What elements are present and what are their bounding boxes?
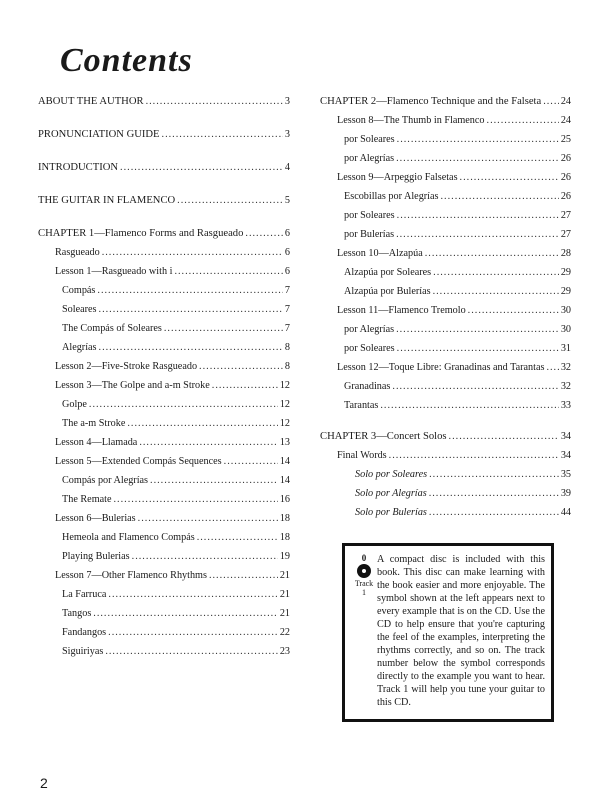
- toc-entry-label: Siguiriyas: [62, 646, 104, 657]
- toc-entry-label: Lesson 10—Alzapúa: [337, 248, 423, 259]
- toc-entry-page: 24: [560, 96, 571, 107]
- toc-entry: [62, 284, 290, 297]
- toc-entry-page: 14: [279, 456, 290, 467]
- toc-entry-label: CHAPTER 1—Flamenco Forms and Rasgueado: [38, 228, 244, 239]
- toc-entry: [55, 360, 290, 373]
- toc-entry-label: PRONUNCIATION GUIDE: [38, 129, 160, 140]
- toc-entry: [55, 512, 290, 525]
- toc-entry: [38, 128, 290, 141]
- cd-info-box: [342, 543, 554, 722]
- toc-entry-page: 30: [560, 305, 571, 316]
- toc-entry-page: 4: [284, 162, 290, 173]
- dot-leader: [164, 322, 283, 335]
- toc-entry: [62, 398, 290, 411]
- toc-entry-label: Soleares: [62, 304, 97, 315]
- dot-leader: [114, 493, 278, 506]
- dot-leader: [396, 228, 559, 241]
- dot-leader: [199, 360, 283, 373]
- toc-entry: [337, 361, 571, 374]
- dot-leader: [468, 304, 559, 317]
- toc-entry-label: Granadinas: [344, 381, 391, 392]
- toc-entry-page: 5: [284, 195, 290, 206]
- toc-entry-label: The a-m Stroke: [62, 418, 126, 429]
- toc-entry-label: Lesson 6—Bulerias: [55, 513, 136, 524]
- toc-entry: [337, 449, 571, 462]
- toc-entry-label: Alzapúa por Bulerías: [344, 286, 431, 297]
- toc-entry: [344, 190, 571, 203]
- dot-leader: [425, 247, 559, 260]
- toc-entry-label: Fandangos: [62, 627, 107, 638]
- cd-icon-label: Track: [354, 579, 374, 588]
- dot-leader: [93, 607, 278, 620]
- toc-entry-label: por Soleares: [344, 134, 395, 145]
- toc-entry-label: ABOUT THE AUTHOR: [38, 96, 144, 107]
- toc-entry: [62, 417, 290, 430]
- toc-entry: [62, 493, 290, 506]
- toc-entry-label: Lesson 5—Extended Compás Sequences: [55, 456, 222, 467]
- toc-entry-page: 25: [560, 134, 571, 145]
- dot-leader: [389, 449, 559, 462]
- toc-entry-label: por Soleares: [344, 343, 395, 354]
- toc-entry-label: THE GUITAR IN FLAMENCO: [38, 195, 176, 206]
- dot-leader: [138, 512, 278, 525]
- toc-entry-label: The Remate: [62, 494, 112, 505]
- toc-entry-page: 23: [279, 646, 290, 657]
- toc-entry-page: 39: [560, 488, 571, 499]
- dot-leader: [99, 303, 283, 316]
- toc-entry-label: Hemeola and Flamenco Compás: [62, 532, 195, 543]
- toc-entry-label: por Soleares: [344, 210, 395, 221]
- dot-leader: [99, 341, 283, 354]
- toc-entry: [355, 468, 571, 481]
- toc-entry-page: 35: [560, 469, 571, 480]
- toc-entry: [38, 194, 290, 207]
- dot-leader: [127, 417, 277, 430]
- dot-leader: [105, 645, 277, 658]
- dot-leader: [209, 569, 278, 582]
- dot-leader: [89, 398, 278, 411]
- toc-entry-label: CHAPTER 2—Flamenco Technique and the Falseta: [320, 96, 542, 107]
- cd-track-icon: [353, 554, 375, 597]
- toc-entry: [55, 379, 290, 392]
- toc-entry: [337, 304, 571, 317]
- toc-entry-page: 31: [560, 343, 571, 354]
- dot-leader: [487, 114, 559, 127]
- toc-entry-label: Alegrías: [62, 342, 97, 353]
- toc-entry: [62, 607, 290, 620]
- dot-leader: [212, 379, 278, 392]
- toc-entry: [62, 626, 290, 639]
- toc-entry-page: 27: [560, 210, 571, 221]
- toc-entry-page: 34: [560, 450, 571, 461]
- toc-entry-page: 7: [284, 304, 290, 315]
- toc-entry-page: 29: [560, 286, 571, 297]
- toc-entry-page: 26: [560, 153, 571, 164]
- toc-entry-page: 18: [279, 532, 290, 543]
- dot-leader: [224, 455, 278, 468]
- toc-entry: [344, 133, 571, 146]
- toc-entry: [55, 265, 290, 278]
- toc-entry-page: 33: [560, 400, 571, 411]
- toc-entry: [62, 588, 290, 601]
- dot-leader: [174, 265, 282, 278]
- toc-entry-page: 8: [284, 342, 290, 353]
- toc-entry-page: 16: [279, 494, 290, 505]
- toc-entry: [320, 95, 571, 108]
- toc-entry-page: 13: [279, 437, 290, 448]
- toc-entry: [55, 569, 290, 582]
- dot-leader: [97, 284, 283, 297]
- dot-leader: [132, 550, 278, 563]
- cd-icon-track: 1: [362, 588, 366, 597]
- toc-entry: [355, 506, 571, 519]
- toc-entry: [62, 550, 290, 563]
- toc-entry-page: 8: [284, 361, 290, 372]
- toc-entry-label: Compás por Alegrías: [62, 475, 149, 486]
- toc-entry: [337, 247, 571, 260]
- toc-entry: [344, 266, 571, 279]
- toc-entry: [344, 380, 571, 393]
- toc-entry-page: 34: [560, 431, 571, 442]
- disc-icon: [357, 564, 371, 578]
- page-number: 2: [40, 775, 48, 791]
- toc-entry-label: Lesson 4—Llamada: [55, 437, 138, 448]
- toc-entry: [62, 474, 290, 487]
- toc-entry: [344, 399, 571, 412]
- toc-entry: [355, 487, 571, 500]
- dot-leader: [102, 246, 283, 259]
- dot-leader: [120, 161, 283, 174]
- toc-entry-page: 12: [279, 399, 290, 410]
- toc-entry-page: 26: [560, 191, 571, 202]
- dot-leader: [146, 95, 283, 108]
- toc-entry: [62, 341, 290, 354]
- toc-entry-page: 7: [284, 323, 290, 334]
- toc-entry-page: 6: [284, 247, 290, 258]
- dot-leader: [177, 194, 283, 207]
- toc-entry-label: CHAPTER 3—Concert Solos: [320, 431, 447, 442]
- toc-entry: [344, 152, 571, 165]
- cd-info-text: A compact disc is included with this book. This disc can make learning with the book easier and more enjoyable. The symbol shown at the left appears next to every example that is on the CD. Use the CD to help ensure that you're capturing the feel of the examples, interpreting the rhythms correctly, and so on. The track number below the symbol corresponds directly to the example you want to hear. Track 1 will help you tune your guitar to this CD.: [377, 554, 545, 708]
- toc-entry-page: 18: [279, 513, 290, 524]
- toc-entry: [320, 430, 571, 443]
- dot-leader: [197, 531, 278, 544]
- toc-entry-label: Lesson 3—The Golpe and a-m Stroke: [55, 380, 210, 391]
- dot-leader: [397, 133, 559, 146]
- dot-leader: [433, 266, 559, 279]
- toc-entry: [38, 227, 290, 240]
- toc-entry: [344, 228, 571, 241]
- toc-entry: [62, 531, 290, 544]
- toc-entry-label: Escobillas por Alegrías: [344, 191, 439, 202]
- page-title: Contents: [60, 42, 193, 79]
- toc-entry: [344, 323, 571, 336]
- toc-entry-page: 3: [284, 96, 290, 107]
- toc-entry: [62, 322, 290, 335]
- toc-entry-page: 19: [279, 551, 290, 562]
- toc-entry-label: Alzapúa por Soleares: [344, 267, 432, 278]
- toc-entry-page: 7: [284, 285, 290, 296]
- toc-entry: [337, 114, 571, 127]
- toc-entry-label: por Alegrías: [344, 324, 395, 335]
- dot-leader: [108, 588, 277, 601]
- toc-entry-label: The Compás of Soleares: [62, 323, 162, 334]
- toc-entry-page: 24: [560, 115, 571, 126]
- toc-entry-page: 6: [284, 228, 290, 239]
- toc-entry-page: 22: [279, 627, 290, 638]
- dot-leader: [546, 361, 558, 374]
- dot-leader: [150, 474, 278, 487]
- dot-leader: [108, 626, 278, 639]
- toc-entry-label: Solo por Soleares: [355, 469, 428, 480]
- dot-leader: [396, 152, 559, 165]
- toc-entry-page: 6: [284, 266, 290, 277]
- toc-entry-label: Golpe: [62, 399, 87, 410]
- toc-entry: [38, 161, 290, 174]
- dot-leader: [162, 128, 283, 141]
- toc-entry-label: Rasgueado: [55, 247, 100, 258]
- toc-entry-page: 12: [279, 380, 290, 391]
- toc-entry-page: 30: [560, 324, 571, 335]
- toc-entry-label: Lesson 12—Toque Libre: Granadinas and Tarantas: [337, 362, 545, 373]
- toc-entry-label: por Bulerías: [344, 229, 395, 240]
- toc-entry-label: Lesson 7—Other Flamenco Rhythms: [55, 570, 207, 581]
- toc-entry-label: Lesson 1—Rasgueado with i: [55, 266, 173, 277]
- dot-leader: [392, 380, 558, 393]
- toc-entry-page: 32: [560, 381, 571, 392]
- toc-entry: [38, 95, 290, 108]
- dot-leader: [429, 487, 559, 500]
- toc-entry-page: 29: [560, 267, 571, 278]
- dot-leader: [429, 468, 559, 481]
- toc-entry: [344, 209, 571, 222]
- toc-entry-label: Solo por Alegrías: [355, 488, 427, 499]
- dot-leader: [441, 190, 559, 203]
- toc-entry: [62, 303, 290, 316]
- toc-entry-label: por Alegrías: [344, 153, 395, 164]
- toc-entry-page: 12: [279, 418, 290, 429]
- dot-leader: [245, 227, 283, 240]
- dot-leader: [433, 285, 559, 298]
- toc-entry: [344, 342, 571, 355]
- toc-entry: [62, 645, 290, 658]
- toc-entry-label: La Farruca: [62, 589, 107, 600]
- toc-entry-label: Lesson 2—Five-Stroke Rasgueado: [55, 361, 198, 372]
- cd-icon-number: 0: [361, 553, 367, 563]
- toc-entry-label: Lesson 11—Flamenco Tremolo: [337, 305, 466, 316]
- toc-entry-page: 44: [560, 507, 571, 518]
- dot-leader: [380, 399, 558, 412]
- toc-entry: [55, 246, 290, 259]
- toc-entry-page: 27: [560, 229, 571, 240]
- dot-leader: [397, 209, 559, 222]
- toc-entry-page: 26: [560, 172, 571, 183]
- toc-entry: [337, 171, 571, 184]
- toc-entry-label: Playing Bulerias: [62, 551, 130, 562]
- toc-entry-label: Lesson 9—Arpeggio Falsetas: [337, 172, 458, 183]
- toc-entry-label: Tarantas: [344, 400, 379, 411]
- toc-entry: [55, 436, 290, 449]
- toc-entry-page: 21: [279, 570, 290, 581]
- dot-leader: [397, 342, 559, 355]
- toc-entry-label: Tangos: [62, 608, 92, 619]
- toc-entry-label: Compás: [62, 285, 96, 296]
- dot-leader: [449, 430, 559, 443]
- toc-entry-page: 14: [279, 475, 290, 486]
- dot-leader: [139, 436, 277, 449]
- toc-entry-page: 21: [279, 608, 290, 619]
- dot-leader: [543, 95, 559, 108]
- toc-entry-label: Solo por Bulerías: [355, 507, 427, 518]
- toc-entry-label: Final Words: [337, 450, 387, 461]
- toc-entry: [344, 285, 571, 298]
- dot-leader: [429, 506, 559, 519]
- toc-entry-page: 3: [284, 129, 290, 140]
- toc-entry-page: 28: [560, 248, 571, 259]
- toc-entry-label: INTRODUCTION: [38, 162, 119, 173]
- toc-entry-page: 32: [560, 362, 571, 373]
- dot-leader: [460, 171, 559, 184]
- toc-entry-label: Lesson 8—The Thumb in Flamenco: [337, 115, 485, 126]
- dot-leader: [396, 323, 559, 336]
- toc-entry: [55, 455, 290, 468]
- toc-entry-page: 21: [279, 589, 290, 600]
